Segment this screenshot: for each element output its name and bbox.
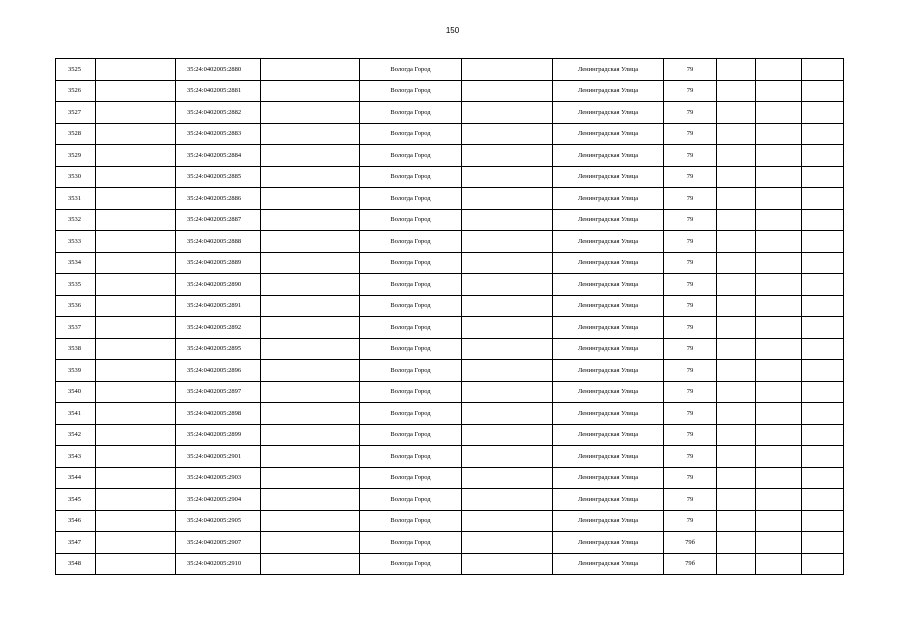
cadastral-number-cell: 35:24:0402005:2890 bbox=[176, 274, 261, 296]
empty-cell bbox=[802, 102, 844, 124]
empty-cell bbox=[462, 231, 553, 253]
street-cell: Ленинградская Улица bbox=[553, 360, 664, 382]
table-row bbox=[56, 510, 844, 532]
empty-cell bbox=[756, 188, 802, 210]
empty-cell bbox=[96, 166, 176, 188]
cadastral-number-cell: 35:24:0402005:2887 bbox=[176, 209, 261, 231]
table-row bbox=[56, 360, 844, 382]
cadastral-number-cell: 35:24:0402005:2896 bbox=[176, 360, 261, 382]
empty-cell bbox=[96, 467, 176, 489]
empty-cell bbox=[756, 274, 802, 296]
table-row bbox=[56, 295, 844, 317]
empty-cell bbox=[462, 317, 553, 339]
house-number-cell: 79 bbox=[664, 489, 717, 511]
empty-cell bbox=[96, 209, 176, 231]
row-number-cell: 3544 bbox=[56, 467, 96, 489]
house-number-cell: 79 bbox=[664, 403, 717, 425]
city-cell: Вологда Город bbox=[360, 123, 462, 145]
empty-cell bbox=[96, 424, 176, 446]
house-number-cell: 79 bbox=[664, 360, 717, 382]
cadastral-number-cell: 35:24:0402005:2882 bbox=[176, 102, 261, 124]
empty-cell bbox=[802, 403, 844, 425]
empty-cell bbox=[717, 166, 756, 188]
empty-cell bbox=[717, 553, 756, 575]
row-number-cell: 3532 bbox=[56, 209, 96, 231]
empty-cell bbox=[462, 80, 553, 102]
house-number-cell: 79 bbox=[664, 424, 717, 446]
empty-cell bbox=[756, 381, 802, 403]
row-number-cell: 3543 bbox=[56, 446, 96, 468]
house-number-cell: 79 bbox=[664, 338, 717, 360]
empty-cell bbox=[261, 252, 360, 274]
table-row bbox=[56, 489, 844, 511]
street-cell: Ленинградская Улица bbox=[553, 424, 664, 446]
empty-cell bbox=[756, 166, 802, 188]
empty-cell bbox=[756, 467, 802, 489]
empty-cell bbox=[802, 295, 844, 317]
empty-cell bbox=[96, 231, 176, 253]
empty-cell bbox=[802, 553, 844, 575]
empty-cell bbox=[717, 231, 756, 253]
cadastral-number-cell: 35:24:0402005:2889 bbox=[176, 252, 261, 274]
cadastral-number-cell: 35:24:0402005:2881 bbox=[176, 80, 261, 102]
empty-cell bbox=[261, 317, 360, 339]
empty-cell bbox=[261, 188, 360, 210]
table-row bbox=[56, 381, 844, 403]
table-row bbox=[56, 80, 844, 102]
empty-cell bbox=[717, 510, 756, 532]
row-number-cell: 3526 bbox=[56, 80, 96, 102]
empty-cell bbox=[462, 209, 553, 231]
empty-cell bbox=[756, 231, 802, 253]
house-number-cell: 79 bbox=[664, 102, 717, 124]
city-cell: Вологда Город bbox=[360, 360, 462, 382]
street-cell: Ленинградская Улица bbox=[553, 274, 664, 296]
cadastral-number-cell: 35:24:0402005:2895 bbox=[176, 338, 261, 360]
empty-cell bbox=[802, 59, 844, 81]
street-cell: Ленинградская Улица bbox=[553, 338, 664, 360]
city-cell: Вологда Город bbox=[360, 102, 462, 124]
empty-cell bbox=[717, 381, 756, 403]
row-number-cell: 3531 bbox=[56, 188, 96, 210]
empty-cell bbox=[96, 381, 176, 403]
empty-cell bbox=[462, 295, 553, 317]
empty-cell bbox=[261, 123, 360, 145]
cadastral-number-cell: 35:24:0402005:2897 bbox=[176, 381, 261, 403]
empty-cell bbox=[261, 424, 360, 446]
table-row bbox=[56, 403, 844, 425]
row-number-cell: 3536 bbox=[56, 295, 96, 317]
empty-cell bbox=[802, 188, 844, 210]
empty-cell bbox=[96, 295, 176, 317]
street-cell: Ленинградская Улица bbox=[553, 209, 664, 231]
house-number-cell: 79 bbox=[664, 145, 717, 167]
empty-cell bbox=[802, 467, 844, 489]
empty-cell bbox=[462, 446, 553, 468]
empty-cell bbox=[717, 252, 756, 274]
empty-cell bbox=[717, 489, 756, 511]
empty-cell bbox=[756, 446, 802, 468]
cadastral-number-cell: 35:24:0402005:2898 bbox=[176, 403, 261, 425]
street-cell: Ленинградская Улица bbox=[553, 166, 664, 188]
cadastral-number-cell: 35:24:0402005:2884 bbox=[176, 145, 261, 167]
empty-cell bbox=[261, 59, 360, 81]
row-number-cell: 3533 bbox=[56, 231, 96, 253]
city-cell: Вологда Город bbox=[360, 188, 462, 210]
empty-cell bbox=[802, 252, 844, 274]
empty-cell bbox=[802, 446, 844, 468]
empty-cell bbox=[717, 424, 756, 446]
cadastral-number-cell: 35:24:0402005:2885 bbox=[176, 166, 261, 188]
street-cell: Ленинградская Улица bbox=[553, 231, 664, 253]
empty-cell bbox=[717, 467, 756, 489]
table-row bbox=[56, 252, 844, 274]
empty-cell bbox=[261, 102, 360, 124]
table-row bbox=[56, 532, 844, 554]
house-number-cell: 79 bbox=[664, 80, 717, 102]
row-number-cell: 3545 bbox=[56, 489, 96, 511]
empty-cell bbox=[462, 403, 553, 425]
table-row bbox=[56, 145, 844, 167]
empty-cell bbox=[261, 209, 360, 231]
table-row bbox=[56, 424, 844, 446]
empty-cell bbox=[462, 424, 553, 446]
empty-cell bbox=[756, 102, 802, 124]
house-number-cell: 79 bbox=[664, 510, 717, 532]
empty-cell bbox=[462, 102, 553, 124]
street-cell: Ленинградская Улица bbox=[553, 123, 664, 145]
city-cell: Вологда Город bbox=[360, 80, 462, 102]
table-row bbox=[56, 102, 844, 124]
cadastral-number-cell: 35:24:0402005:2883 bbox=[176, 123, 261, 145]
city-cell: Вологда Город bbox=[360, 446, 462, 468]
empty-cell bbox=[96, 188, 176, 210]
empty-cell bbox=[96, 446, 176, 468]
empty-cell bbox=[261, 381, 360, 403]
city-cell: Вологда Город bbox=[360, 510, 462, 532]
row-number-cell: 3525 bbox=[56, 59, 96, 81]
street-cell: Ленинградская Улица bbox=[553, 510, 664, 532]
row-number-cell: 3534 bbox=[56, 252, 96, 274]
empty-cell bbox=[756, 360, 802, 382]
empty-cell bbox=[756, 424, 802, 446]
cadastral-number-cell: 35:24:0402005:2910 bbox=[176, 553, 261, 575]
table-row bbox=[56, 123, 844, 145]
empty-cell bbox=[261, 166, 360, 188]
empty-cell bbox=[717, 123, 756, 145]
empty-cell bbox=[96, 274, 176, 296]
empty-cell bbox=[261, 295, 360, 317]
empty-cell bbox=[462, 360, 553, 382]
empty-cell bbox=[96, 553, 176, 575]
empty-cell bbox=[802, 338, 844, 360]
empty-cell bbox=[462, 489, 553, 511]
table-row bbox=[56, 553, 844, 575]
empty-cell bbox=[717, 403, 756, 425]
empty-cell bbox=[717, 102, 756, 124]
empty-cell bbox=[96, 317, 176, 339]
street-cell: Ленинградская Улица bbox=[553, 145, 664, 167]
table-row bbox=[56, 209, 844, 231]
city-cell: Вологда Город bbox=[360, 553, 462, 575]
house-number-cell: 79 bbox=[664, 274, 717, 296]
empty-cell bbox=[261, 532, 360, 554]
cadastral-number-cell: 35:24:0402005:2904 bbox=[176, 489, 261, 511]
street-cell: Ленинградская Улица bbox=[553, 381, 664, 403]
row-number-cell: 3542 bbox=[56, 424, 96, 446]
empty-cell bbox=[261, 403, 360, 425]
street-cell: Ленинградская Улица bbox=[553, 317, 664, 339]
empty-cell bbox=[802, 145, 844, 167]
empty-cell bbox=[96, 145, 176, 167]
empty-cell bbox=[756, 295, 802, 317]
table-row bbox=[56, 338, 844, 360]
table-row bbox=[56, 188, 844, 210]
row-number-cell: 3529 bbox=[56, 145, 96, 167]
empty-cell bbox=[462, 553, 553, 575]
row-number-cell: 3527 bbox=[56, 102, 96, 124]
empty-cell bbox=[462, 166, 553, 188]
empty-cell bbox=[96, 59, 176, 81]
city-cell: Вологда Город bbox=[360, 338, 462, 360]
empty-cell bbox=[261, 274, 360, 296]
empty-cell bbox=[802, 80, 844, 102]
row-number-cell: 3530 bbox=[56, 166, 96, 188]
cadastral-number-cell: 35:24:0402005:2880 bbox=[176, 59, 261, 81]
empty-cell bbox=[261, 489, 360, 511]
cadastral-number-cell: 35:24:0402005:2891 bbox=[176, 295, 261, 317]
row-number-cell: 3541 bbox=[56, 403, 96, 425]
house-number-cell: 79 bbox=[664, 295, 717, 317]
street-cell: Ленинградская Улица bbox=[553, 295, 664, 317]
empty-cell bbox=[261, 553, 360, 575]
empty-cell bbox=[802, 424, 844, 446]
house-number-cell: 79 bbox=[664, 317, 717, 339]
city-cell: Вологда Город bbox=[360, 145, 462, 167]
empty-cell bbox=[96, 338, 176, 360]
empty-cell bbox=[802, 209, 844, 231]
empty-cell bbox=[96, 80, 176, 102]
empty-cell bbox=[717, 59, 756, 81]
empty-cell bbox=[717, 188, 756, 210]
empty-cell bbox=[802, 166, 844, 188]
house-number-cell: 79 bbox=[664, 231, 717, 253]
empty-cell bbox=[756, 510, 802, 532]
street-cell: Ленинградская Улица bbox=[553, 403, 664, 425]
empty-cell bbox=[717, 317, 756, 339]
city-cell: Вологда Город bbox=[360, 532, 462, 554]
empty-cell bbox=[756, 338, 802, 360]
empty-cell bbox=[756, 209, 802, 231]
empty-cell bbox=[261, 80, 360, 102]
empty-cell bbox=[756, 403, 802, 425]
city-cell: Вологда Город bbox=[360, 166, 462, 188]
city-cell: Вологда Город bbox=[360, 274, 462, 296]
empty-cell bbox=[462, 338, 553, 360]
empty-cell bbox=[462, 274, 553, 296]
empty-cell bbox=[462, 381, 553, 403]
empty-cell bbox=[462, 188, 553, 210]
cadastral-number-cell: 35:24:0402005:2899 bbox=[176, 424, 261, 446]
empty-cell bbox=[756, 532, 802, 554]
row-number-cell: 3538 bbox=[56, 338, 96, 360]
empty-cell bbox=[462, 532, 553, 554]
row-number-cell: 3547 bbox=[56, 532, 96, 554]
empty-cell bbox=[756, 317, 802, 339]
empty-cell bbox=[802, 360, 844, 382]
empty-cell bbox=[462, 467, 553, 489]
empty-cell bbox=[717, 532, 756, 554]
empty-cell bbox=[261, 231, 360, 253]
table-row bbox=[56, 317, 844, 339]
empty-cell bbox=[802, 489, 844, 511]
street-cell: Ленинградская Улица bbox=[553, 59, 664, 81]
empty-cell bbox=[261, 338, 360, 360]
empty-cell bbox=[261, 446, 360, 468]
empty-cell bbox=[802, 532, 844, 554]
empty-cell bbox=[802, 510, 844, 532]
empty-cell bbox=[462, 252, 553, 274]
empty-cell bbox=[756, 145, 802, 167]
street-cell: Ленинградская Улица bbox=[553, 489, 664, 511]
row-number-cell: 3546 bbox=[56, 510, 96, 532]
table-row bbox=[56, 446, 844, 468]
street-cell: Ленинградская Улица bbox=[553, 553, 664, 575]
house-number-cell: 79 bbox=[664, 123, 717, 145]
empty-cell bbox=[462, 145, 553, 167]
house-number-cell: 79 bbox=[664, 381, 717, 403]
row-number-cell: 3537 bbox=[56, 317, 96, 339]
empty-cell bbox=[756, 59, 802, 81]
empty-cell bbox=[96, 489, 176, 511]
empty-cell bbox=[717, 274, 756, 296]
empty-cell bbox=[756, 252, 802, 274]
empty-cell bbox=[717, 145, 756, 167]
cadastral-number-cell: 35:24:0402005:2903 bbox=[176, 467, 261, 489]
empty-cell bbox=[96, 532, 176, 554]
city-cell: Вологда Город bbox=[360, 209, 462, 231]
table-row bbox=[56, 231, 844, 253]
city-cell: Вологда Город bbox=[360, 59, 462, 81]
cadastral-number-cell: 35:24:0402005:2892 bbox=[176, 317, 261, 339]
house-number-cell: 79б bbox=[664, 553, 717, 575]
empty-cell bbox=[96, 510, 176, 532]
house-number-cell: 79 bbox=[664, 446, 717, 468]
row-number-cell: 3548 bbox=[56, 553, 96, 575]
city-cell: Вологда Город bbox=[360, 403, 462, 425]
empty-cell bbox=[756, 553, 802, 575]
street-cell: Ленинградская Улица bbox=[553, 188, 664, 210]
empty-cell bbox=[802, 317, 844, 339]
empty-cell bbox=[717, 338, 756, 360]
city-cell: Вологда Город bbox=[360, 252, 462, 274]
house-number-cell: 79б bbox=[664, 532, 717, 554]
city-cell: Вологда Город bbox=[360, 295, 462, 317]
empty-cell bbox=[261, 510, 360, 532]
street-cell: Ленинградская Улица bbox=[553, 102, 664, 124]
cadastral-number-cell: 35:24:0402005:2901 bbox=[176, 446, 261, 468]
page-number: 150 bbox=[445, 26, 460, 35]
empty-cell bbox=[756, 80, 802, 102]
row-number-cell: 3528 bbox=[56, 123, 96, 145]
empty-cell bbox=[802, 231, 844, 253]
empty-cell bbox=[261, 360, 360, 382]
table-body bbox=[56, 59, 844, 575]
house-number-cell: 79 bbox=[664, 166, 717, 188]
empty-cell bbox=[96, 102, 176, 124]
cadastral-number-cell: 35:24:0402005:2886 bbox=[176, 188, 261, 210]
empty-cell bbox=[756, 489, 802, 511]
empty-cell bbox=[717, 360, 756, 382]
street-cell: Ленинградская Улица bbox=[553, 80, 664, 102]
city-cell: Вологда Город bbox=[360, 467, 462, 489]
house-number-cell: 79 bbox=[664, 209, 717, 231]
street-cell: Ленинградская Улица bbox=[553, 532, 664, 554]
empty-cell bbox=[462, 510, 553, 532]
street-cell: Ленинградская Улица bbox=[553, 252, 664, 274]
empty-cell bbox=[462, 123, 553, 145]
table-row bbox=[56, 274, 844, 296]
city-cell: Вологда Город bbox=[360, 424, 462, 446]
row-number-cell: 3539 bbox=[56, 360, 96, 382]
empty-cell bbox=[717, 446, 756, 468]
row-number-cell: 3540 bbox=[56, 381, 96, 403]
table-row bbox=[56, 467, 844, 489]
empty-cell bbox=[462, 59, 553, 81]
house-number-cell: 79 bbox=[664, 252, 717, 274]
empty-cell bbox=[96, 403, 176, 425]
cadastral-number-cell: 35:24:0402005:2888 bbox=[176, 231, 261, 253]
house-number-cell: 79 bbox=[664, 188, 717, 210]
empty-cell bbox=[717, 209, 756, 231]
city-cell: Вологда Город bbox=[360, 231, 462, 253]
house-number-cell: 79 bbox=[664, 467, 717, 489]
house-number-cell: 79 bbox=[664, 59, 717, 81]
empty-cell bbox=[261, 145, 360, 167]
table-row bbox=[56, 166, 844, 188]
empty-cell bbox=[802, 274, 844, 296]
empty-cell bbox=[717, 80, 756, 102]
empty-cell bbox=[96, 360, 176, 382]
street-cell: Ленинградская Улица bbox=[553, 446, 664, 468]
empty-cell bbox=[802, 381, 844, 403]
empty-cell bbox=[717, 295, 756, 317]
street-cell: Ленинградская Улица bbox=[553, 467, 664, 489]
city-cell: Вологда Город bbox=[360, 381, 462, 403]
row-number-cell: 3535 bbox=[56, 274, 96, 296]
table-row bbox=[56, 59, 844, 81]
cadastral-number-cell: 35:24:0402005:2905 bbox=[176, 510, 261, 532]
city-cell: Вологда Город bbox=[360, 489, 462, 511]
city-cell: Вологда Город bbox=[360, 317, 462, 339]
empty-cell bbox=[756, 123, 802, 145]
cadastral-number-cell: 35:24:0402005:2907 bbox=[176, 532, 261, 554]
registry-table bbox=[55, 58, 844, 575]
empty-cell bbox=[96, 252, 176, 274]
empty-cell bbox=[96, 123, 176, 145]
empty-cell bbox=[802, 123, 844, 145]
empty-cell bbox=[261, 467, 360, 489]
